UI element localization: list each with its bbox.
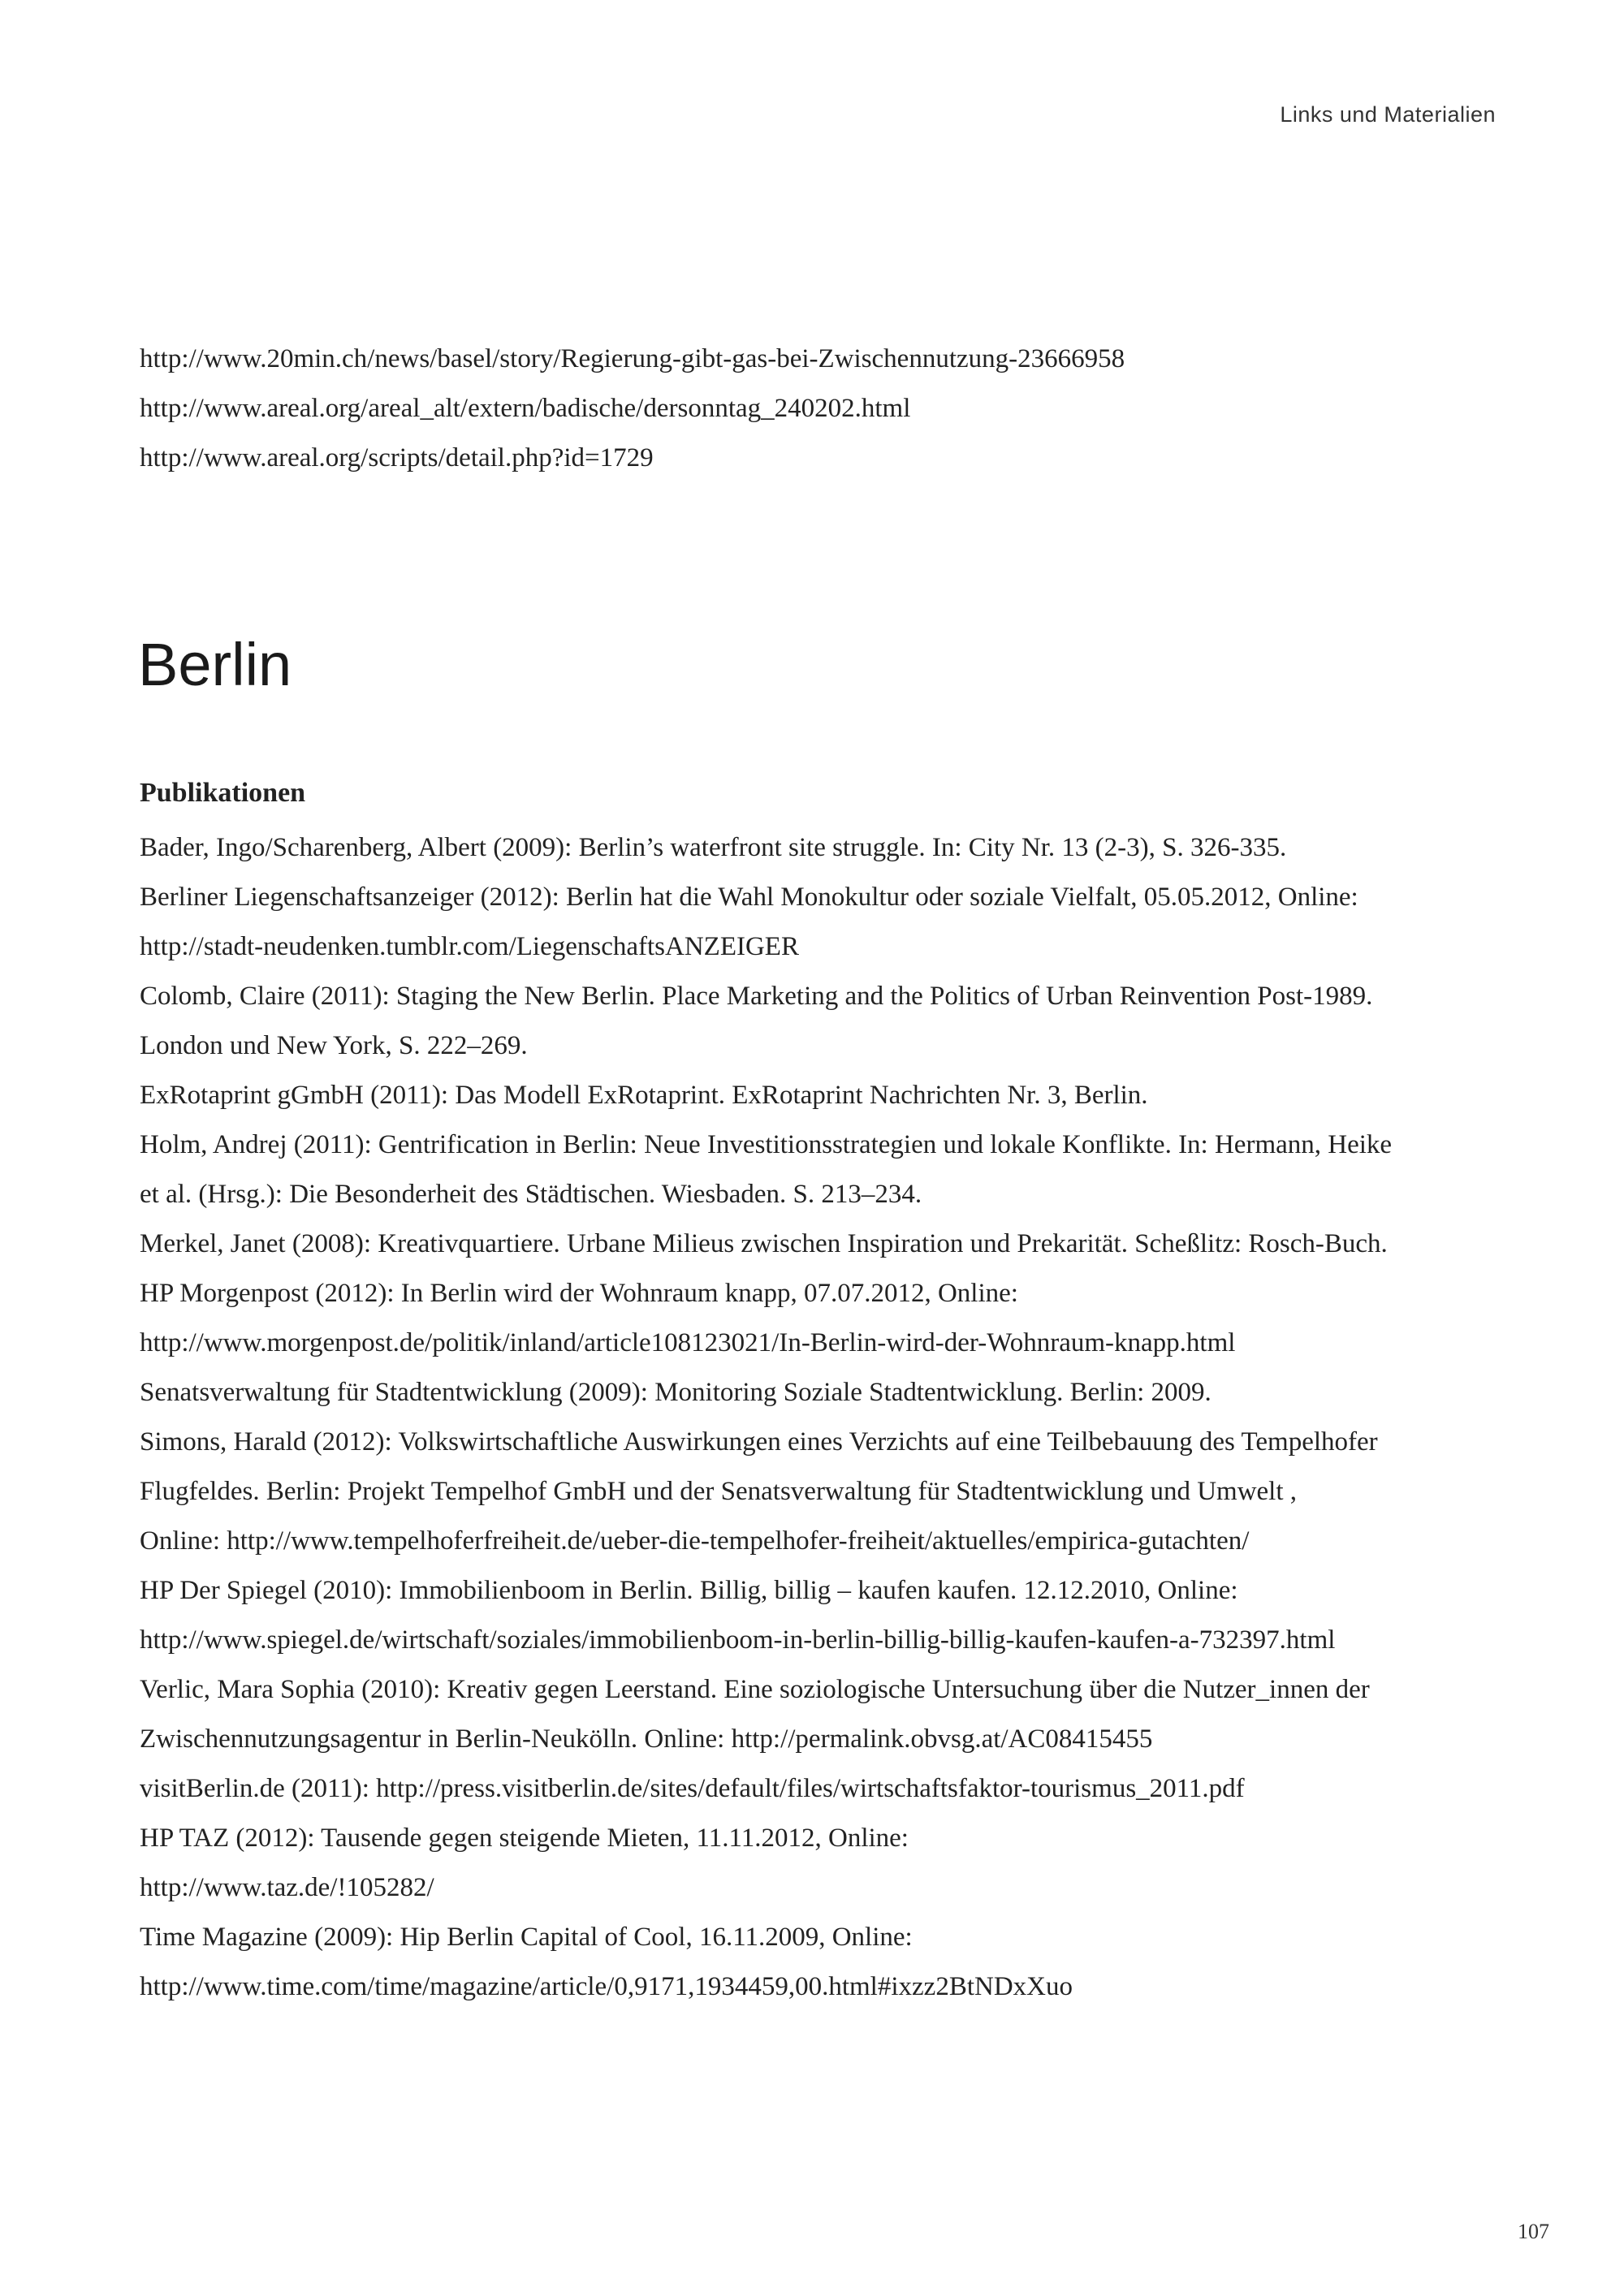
bibliography-line: HP Der Spiegel (2010): Immobilienboom in Berlin. Billig, billig – kaufen kaufen. 12.12.2010, Online: [140, 1576, 1238, 1605]
bibliography-line: http://www.time.com/time/magazine/article/0,9171,1934459,00.html#ixzz2BtNDxXuo [140, 1972, 1073, 2001]
bibliography-line: Verlic, Mara Sophia (2010): Kreativ gegen Leerstand. Eine soziologische Untersuchung über die Nutzer_innen der [140, 1675, 1370, 1704]
bibliography-entry [140, 873, 1536, 972]
bibliography-line: Merkel, Janet (2008): Kreativquartiere. Urbane Milieus zwischen Inspiration und Prekarität. Scheßlitz: Rosch-Buch. [140, 1229, 1388, 1258]
bibliography-line: Holm, Andrej (2011): Gentrification in Berlin: Neue Investitionsstrategien und lokale Konflikte. In: Hermann, Heike [140, 1130, 1393, 1159]
link-item[interactable]: http://www.areal.org/scripts/detail.php?id=1729 [140, 443, 654, 473]
bibliography-line: Flugfeldes. Berlin: Projekt Tempelhof GmbH und der Senatsverwaltung für Stadtentwicklung und Umwelt , [140, 1477, 1298, 1506]
bibliography-entry [140, 1665, 1536, 1764]
bibliography-entry [140, 1219, 1536, 1269]
bibliography-line: et al. (Hrsg.): Die Besonderheit des Städtischen. Wiesbaden. S. 213–234. [140, 1180, 922, 1209]
bibliography-entry [140, 1368, 1536, 1418]
running-header: Links und Materialien [1280, 102, 1496, 127]
bibliography-line: London und New York, S. 222–269. [140, 1031, 528, 1060]
bibliography-entry [140, 1071, 1536, 1120]
bibliography-line: visitBerlin.de (2011): http://press.visitberlin.de/sites/default/files/wirtschaftsfaktor-tourismus_2011.pdf [140, 1774, 1245, 1803]
bibliography-line: Berliner Liegenschaftsanzeiger (2012): Berlin hat die Wahl Monokultur oder soziale Vielfalt, 05.05.2012, Online: [140, 883, 1358, 912]
bibliography-entry [140, 823, 1536, 873]
bibliography-list [140, 823, 1536, 2012]
bibliography-entry [140, 1418, 1536, 1566]
page-number: 107 [1518, 2220, 1549, 2243]
bibliography-line: Simons, Harald (2012): Volkswirtschaftliche Auswirkungen eines Verzichts auf eine Teilbebauung des Tempelhofer [140, 1427, 1378, 1457]
bibliography-entry [140, 972, 1536, 1071]
bibliography-entry [140, 1814, 1536, 1913]
bibliography-line: Time Magazine (2009): Hip Berlin Capital of Cool, 16.11.2009, Online: [140, 1923, 913, 1952]
bibliography-entry [140, 1764, 1536, 1814]
bibliography-line: http://www.spiegel.de/wirtschaft/soziales/immobilienboom-in-berlin-billig-billig-kaufen-kaufen-a-732397.html [140, 1625, 1336, 1655]
bibliography-entry [140, 1120, 1536, 1219]
section-title: Berlin [138, 631, 292, 698]
bibliography-line: http://stadt-neudenken.tumblr.com/LiegenschaftsANZEIGER [140, 932, 799, 961]
top-link-list [140, 334, 1520, 483]
bibliography-line: Online: http://www.tempelhoferfreiheit.de/ueber-die-tempelhofer-freiheit/aktuelles/empirica-gutachten/ [140, 1526, 1250, 1556]
bibliography-line: HP TAZ (2012): Tausende gegen steigende Mieten, 11.11.2012, Online: [140, 1823, 909, 1853]
publications-heading: Publikationen [140, 778, 306, 808]
bibliography-line: http://www.taz.de/!105282/ [140, 1873, 434, 1902]
bibliography-line: Senatsverwaltung für Stadtentwicklung (2009): Monitoring Soziale Stadtentwicklung. Berlin: 2009. [140, 1378, 1212, 1407]
bibliography-entry [140, 1566, 1536, 1665]
link-item[interactable]: http://www.20min.ch/news/basel/story/Regierung-gibt-gas-bei-Zwischennutzung-23666958 [140, 344, 1125, 373]
bibliography-entry [140, 1913, 1536, 2012]
bibliography-line: http://www.morgenpost.de/politik/inland/article108123021/In-Berlin-wird-der-Wohnraum-knapp.html [140, 1328, 1236, 1357]
bibliography-line: ExRotaprint gGmbH (2011): Das Modell ExRotaprint. ExRotaprint Nachrichten Nr. 3, Berlin. [140, 1081, 1148, 1110]
bibliography-line: Bader, Ingo/Scharenberg, Albert (2009): Berlin’s waterfront site struggle. In: City Nr. 13 (2-3), S. 326-335. [140, 833, 1287, 862]
bibliography-line: HP Morgenpost (2012): In Berlin wird der Wohnraum knapp, 07.07.2012, Online: [140, 1279, 1018, 1308]
bibliography-line: Colomb, Claire (2011): Staging the New Berlin. Place Marketing and the Politics of Urban Reinvention Post-1989. [140, 982, 1373, 1011]
bibliography-entry [140, 1269, 1536, 1368]
bibliography-line: Zwischennutzungsagentur in Berlin-Neukölln. Online: http://permalink.obvsg.at/AC08415455 [140, 1724, 1153, 1754]
link-item[interactable]: http://www.areal.org/areal_alt/extern/badische/dersonntag_240202.html [140, 394, 911, 423]
